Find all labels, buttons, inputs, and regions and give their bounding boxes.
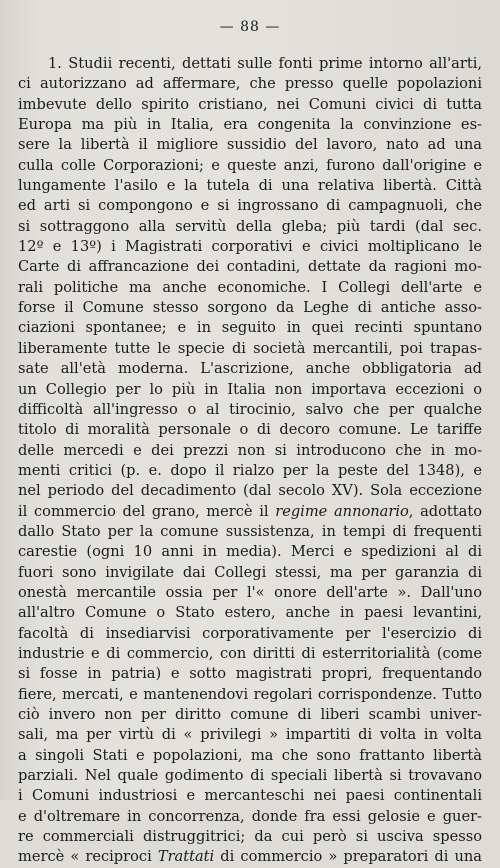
text-line	[18, 359, 482, 379]
text-line	[18, 624, 482, 644]
text-segment: re commerciali distruggitrici; da cui però si usciva spesso	[18, 828, 482, 846]
text-segment: sere la libertà il migliore sussidio del lavoro, nato ad una	[18, 136, 482, 154]
text-segment: titolo di moralità personale o di decoro comune. Le tariffe	[18, 421, 482, 439]
text-segment: fuori sono invigilate dai Collegi stessi, ma per garanzia di	[18, 563, 482, 581]
text-segment: ciazioni spontanee; e in seguito in quei recinti spuntano	[18, 319, 482, 337]
italic-text-segment: regime annonario	[275, 502, 409, 520]
text-line	[18, 135, 482, 155]
text-line	[18, 542, 482, 562]
text-line	[18, 766, 482, 786]
text-line	[18, 685, 482, 705]
paragraph-body	[18, 54, 482, 868]
text-line	[18, 583, 482, 603]
text-segment: sali, ma per virtù di « privilegi » impartiti di volta in volta	[18, 726, 482, 744]
text-line	[18, 298, 482, 318]
text-segment: industrie e di commercio, con diritti di esterritorialità (come	[18, 644, 482, 662]
text-segment: liberamente tutte le specie di società mercantili, poi trapas-	[18, 339, 482, 357]
text-segment: dallo Stato per la comune sussistenza, in tempi di frequenti	[18, 522, 482, 540]
text-line	[18, 827, 482, 847]
text-segment: fiere, mercati, e mantenendovi regolari corrispondenze. Tutto	[18, 685, 482, 703]
text-segment: a singoli Stati e popolazioni, ma che sono frattanto libertà	[18, 746, 482, 764]
text-line	[18, 786, 482, 806]
text-segment: 12º e 13º) i Magistrati corporativi e civici moltiplicano le	[18, 238, 482, 256]
text-segment: il commercio del grano, mercè il	[18, 502, 276, 520]
text-line	[18, 278, 482, 298]
text-segment: di commercio » preparatori di una	[214, 848, 482, 866]
text-segment: parziali. Nel quale godimento di speciali libertà si trovavano	[18, 767, 482, 785]
text-line	[18, 563, 482, 583]
text-line	[18, 217, 482, 237]
text-line	[18, 807, 482, 827]
text-segment: onestà mercantile ossia per l'« onore dell'arte ». Dall'uno	[18, 583, 482, 601]
text-line	[18, 380, 482, 400]
text-segment: mercè « reciproci	[18, 848, 158, 866]
text-line	[18, 746, 482, 766]
text-segment: ed arti si compongono e si ingrossano di campagnuoli, che	[18, 197, 482, 215]
text-segment: imbevute dello spirito cristiano, nei Comuni civici di tutta	[18, 95, 482, 113]
text-segment: i Comuni industriosi e mercanteschi nei paesi continentali	[18, 787, 482, 805]
text-segment: difficoltà all'ingresso o al tirocinio, salvo che per qualche	[18, 400, 482, 418]
text-line	[18, 176, 482, 196]
text-segment: si fosse in patria) e sotto magistrati propri, frequentando	[18, 665, 482, 683]
text-segment: un Collegio per lo più in Italia non importava eccezioni o	[18, 380, 482, 398]
text-segment: Carte di affrancazione dei contadini, dettate da ragioni mo-	[18, 258, 482, 276]
text-segment: menti critici (p. e. dopo il rialzo per la peste del 1348), e	[18, 461, 482, 479]
text-line	[18, 400, 482, 420]
text-line	[18, 339, 482, 359]
text-segment: si sottraggono alla servitù della gleba; più tardi (dal sec.	[18, 217, 482, 235]
text-line	[18, 522, 482, 542]
text-segment: carestie (ogni 10 anni in media). Merci e spedizioni al di	[18, 543, 482, 561]
italic-text-segment: Trattati	[157, 848, 215, 866]
text-line	[18, 54, 482, 74]
text-segment: culla colle Corporazioni; e queste anzi, furono dall'origine e	[18, 156, 482, 174]
text-line	[18, 441, 482, 461]
text-line	[18, 196, 482, 216]
text-line	[18, 644, 482, 664]
text-segment: 1. Studii recenti, dettati sulle fonti prime intorno all'arti,	[48, 55, 482, 72]
text-line	[18, 847, 482, 867]
text-segment: ciò invero non per diritto comune di liberi scambi univer-	[18, 706, 482, 723]
text-segment: facoltà di insediarvisi corporativamente per l'esercizio di	[18, 624, 482, 642]
text-segment: delle mercedi e dei prezzi non si introducono che in mo-	[18, 441, 482, 459]
text-segment: forse il Comune stesso sorgono da Leghe di antiche asso-	[18, 299, 482, 317]
text-segment: , adottato	[408, 502, 482, 520]
text-line	[18, 502, 482, 522]
text-segment: lungamente l'asilo e la tutela di una relativa libertà. Città	[18, 177, 482, 195]
text-segment: sate all'età moderna. L'ascrizione, anche obbligatoria ad	[18, 360, 482, 378]
text-line	[18, 705, 482, 725]
text-line	[18, 725, 482, 745]
text-line	[18, 237, 482, 257]
text-line	[18, 74, 482, 94]
text-line	[18, 603, 482, 623]
text-line	[18, 420, 482, 440]
text-segment: rali politiche ma anche economiche. I Collegi dell'arte e	[18, 278, 482, 296]
text-line	[18, 318, 482, 338]
text-line	[18, 257, 482, 277]
text-line	[18, 481, 482, 501]
text-line	[18, 95, 482, 115]
text-line	[18, 461, 482, 481]
text-segment: e d'oltremare in concorrenza, donde fra essi gelosie e guer-	[18, 807, 482, 825]
text-line	[18, 115, 482, 135]
text-segment: ci autorizzano ad affermare, che presso quelle popolazioni	[18, 75, 482, 93]
text-line	[18, 156, 482, 176]
text-line	[18, 664, 482, 684]
text-segment: all'altro Comune o Stato estero, anche in paesi levantini,	[18, 604, 482, 622]
text-segment: nel periodo del decadimento (dal secolo XV). Sola eccezione	[18, 482, 482, 500]
page-number: — 88 —	[219, 19, 281, 35]
text-segment: Europa ma più in Italia, era congenita la convinzione es-	[18, 116, 482, 134]
